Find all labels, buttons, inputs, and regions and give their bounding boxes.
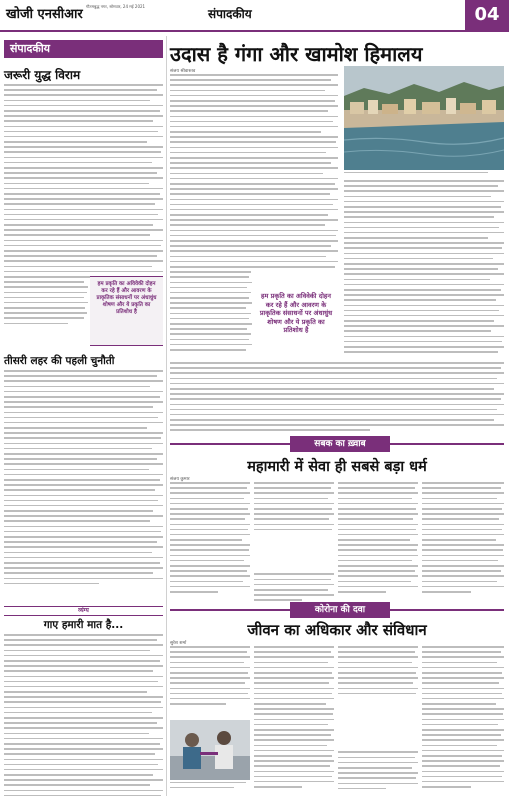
story2-band [170,436,504,452]
photo-caption [344,172,504,177]
main-byline: संजय श्रीवास्तव [170,69,196,74]
satire-kicker: व्यंग्य [4,606,163,616]
second-headline: तीसरी लहर की पहली चुनौती [4,355,115,367]
satire-body [4,634,163,800]
story2-headline: महामारी में सेवा ही सबसे बड़ा धर्म [247,459,427,475]
story3-byline: सुरेश शर्मा [170,641,187,646]
story3-band [170,602,504,618]
story2-col2 [254,482,334,605]
newspaper-logo: खोजी एनसीआर [6,7,83,22]
satire-headline: गाए हमारी मात है... [43,619,124,631]
main-pullquote [254,288,338,358]
story3-kicker: कोरोना की दवा [290,602,390,618]
main-body-col2 [344,180,504,356]
river-ghat-image [344,66,504,170]
vaccination-image [170,720,250,780]
story2-col4 [422,482,504,596]
story3-col3 [338,646,418,793]
story3-col1 [170,646,250,708]
story2-byline: संजय कुमार [170,477,190,482]
story3-col2 [254,646,334,791]
column-divider [166,36,167,796]
story3-photo [170,720,250,780]
main-body-bottom [170,362,504,435]
left-column [4,36,163,796]
editorial-headline: जरूरी युद्ध विराम [4,68,81,82]
main-headline: उदास है गंगा और खामोश हिमालय [170,42,423,66]
dateline: गौतमबुद्ध नगर, सोमवार, 24 मई 2021 [86,4,146,9]
editorial-kicker: संपादकीय [4,40,163,58]
masthead [0,0,509,30]
story3-col4 [422,646,504,791]
main-pullquote-text: हम प्रकृति का अविवेकी दोहन कर रहे हैं और आवरण के प्राकृतिक संसाधनों पर अंधाधुंध शोषण और ये प्रकृति का प्रतिशोध है [259,292,333,334]
story2-col3 [338,482,418,596]
story3-headline: जीवन का अधिकार और संविधान [247,621,427,639]
second-body [4,370,163,588]
header-rule [0,30,509,32]
editorial-pullquote [90,276,163,346]
story2-kicker: सबक का ख़्वाब [290,436,390,452]
story2-col1 [170,482,250,596]
page-number: 04 [465,0,509,30]
story3-photo-caption [170,782,250,792]
section-title: संपादकीय [208,7,252,21]
pullquote-text: हम प्रकृति का अविवेकी दोहन कर रहे हैं और आवरण के प्राकृतिक संसाधनों पर अंधाधुंध शोषण और ये प्रकृति का प्रतिशोध है [96,281,157,315]
ganga-photo [344,66,504,170]
